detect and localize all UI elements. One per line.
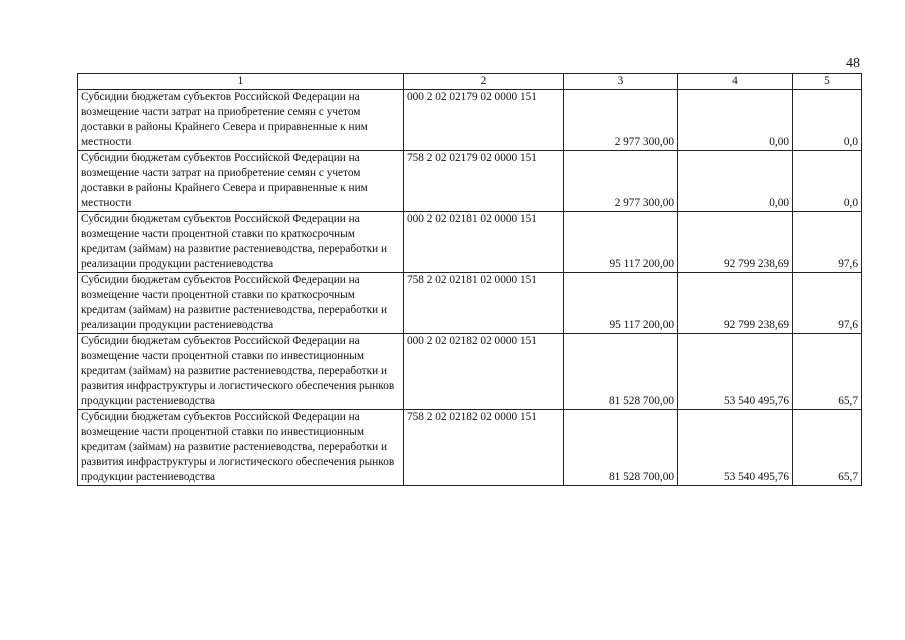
plan-amount: 2 977 300,00 <box>564 90 678 151</box>
subsidy-name: Субсидии бюджетам субъектов Российской Федерации на возмещение части процентной ставки по инвестиционным кредитам (займам) на развитие растениеводства, переработки и развития инфраструктуры и логистического обеспечения рынков продукции растениеводства <box>78 334 404 410</box>
page-number: 48 <box>846 56 860 71</box>
execution-percent: 65,7 <box>793 410 862 486</box>
actual-amount: 0,00 <box>678 90 793 151</box>
actual-amount: 53 540 495,76 <box>678 410 793 486</box>
budget-table <box>77 73 862 486</box>
actual-amount: 0,00 <box>678 151 793 212</box>
subsidy-name: Субсидии бюджетам субъектов Российской Федерации на возмещение части процентной ставки по краткосрочным кредитам (займам) на развитие растениеводства, переработки и реализации продукции растениеводства <box>78 273 404 334</box>
plan-amount: 95 117 200,00 <box>564 212 678 273</box>
budget-code: 000 2 02 02182 02 0000 151 <box>404 334 564 410</box>
execution-percent: 97,6 <box>793 212 862 273</box>
plan-amount: 81 528 700,00 <box>564 334 678 410</box>
column-number-5: 5 <box>793 74 862 90</box>
actual-amount: 92 799 238,69 <box>678 273 793 334</box>
execution-percent: 0,0 <box>793 90 862 151</box>
column-number-1: 1 <box>78 74 404 90</box>
actual-amount: 92 799 238,69 <box>678 212 793 273</box>
execution-percent: 65,7 <box>793 334 862 410</box>
subsidy-name: Субсидии бюджетам субъектов Российской Федерации на возмещение части процентной ставки по краткосрочным кредитам (займам) на развитие растениеводства, переработки и реализации продукции растениеводства <box>78 212 404 273</box>
table-row <box>78 151 862 212</box>
budget-code: 758 2 02 02181 02 0000 151 <box>404 273 564 334</box>
plan-amount: 95 117 200,00 <box>564 273 678 334</box>
table-row <box>78 212 862 273</box>
execution-percent: 97,6 <box>793 273 862 334</box>
subsidy-name: Субсидии бюджетам субъектов Российской Федерации на возмещение части затрат на приобретение семян с учетом доставки в районы Крайнего Севера и приравненные к ним местности <box>78 90 404 151</box>
execution-percent: 0,0 <box>793 151 862 212</box>
subsidy-name: Субсидии бюджетам субъектов Российской Федерации на возмещение части процентной ставки по инвестиционным кредитам (займам) на развитие растениеводства, переработки и развития инфраструктуры и логистического обеспечения рынков продукции растениеводства <box>78 410 404 486</box>
plan-amount: 81 528 700,00 <box>564 410 678 486</box>
column-number-2: 2 <box>404 74 564 90</box>
actual-amount: 53 540 495,76 <box>678 334 793 410</box>
table-row <box>78 273 862 334</box>
table-row <box>78 410 862 486</box>
budget-code: 000 2 02 02181 02 0000 151 <box>404 212 564 273</box>
column-number-row <box>78 74 862 90</box>
budget-code: 758 2 02 02179 02 0000 151 <box>404 151 564 212</box>
table-row <box>78 334 862 410</box>
budget-code: 758 2 02 02182 02 0000 151 <box>404 410 564 486</box>
column-number-4: 4 <box>678 74 793 90</box>
budget-code: 000 2 02 02179 02 0000 151 <box>404 90 564 151</box>
plan-amount: 2 977 300,00 <box>564 151 678 212</box>
table-row <box>78 90 862 151</box>
subsidy-name: Субсидии бюджетам субъектов Российской Федерации на возмещение части затрат на приобретение семян с учетом доставки в районы Крайнего Севера и приравненные к ним местности <box>78 151 404 212</box>
column-number-3: 3 <box>564 74 678 90</box>
